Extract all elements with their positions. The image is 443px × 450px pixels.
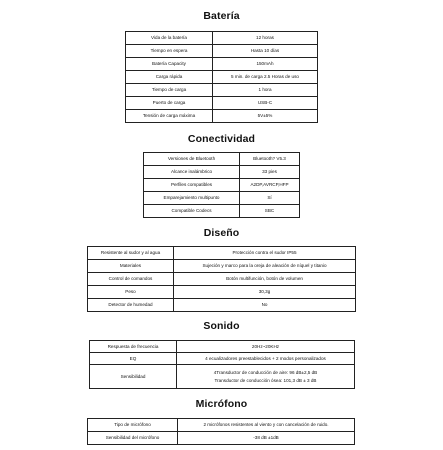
conectividad-title: Conectividad xyxy=(187,133,256,145)
spec-label: Detector de humedad xyxy=(88,299,174,312)
spec-label: Materiales xyxy=(88,260,174,273)
spec-value: 1 hora xyxy=(213,84,318,97)
spec-label: Vida de la batería xyxy=(126,32,213,45)
sonido-table xyxy=(89,340,355,389)
microfono-section xyxy=(0,398,443,411)
conectividad-section xyxy=(0,133,443,146)
spec-value: Botón multifunción, botón de volumen xyxy=(174,273,356,286)
bateria-table xyxy=(125,31,318,123)
spec-label: EQ xyxy=(90,353,177,365)
spec-label: Emparejamiento multipunto xyxy=(144,192,240,205)
spec-label: Compatible Codecs xyxy=(144,205,240,218)
spec-label: Carga rápida xyxy=(126,71,213,84)
table-row xyxy=(88,432,355,445)
table-row xyxy=(126,84,318,97)
spec-value: A2DP,AVRCP,HFP xyxy=(240,179,300,192)
table-row xyxy=(126,45,318,58)
table-row xyxy=(144,192,300,205)
sonido-section xyxy=(0,320,443,333)
sonido-title: Sonido xyxy=(203,320,240,332)
table-row xyxy=(88,260,356,273)
table-row xyxy=(126,97,318,110)
spec-value: 2 micrófonos resistentes al viento y con cancelación de ruido. xyxy=(178,419,355,432)
spec-value: Sujeción y marco para la oreja de aleación de níquel y titanio xyxy=(174,260,356,273)
table-row xyxy=(126,110,318,123)
table-row xyxy=(88,419,355,432)
table-row xyxy=(88,286,356,299)
spec-value: SBC xyxy=(240,205,300,218)
spec-value: USB-C xyxy=(213,97,318,110)
spec-label: Respuesta de frecuencia xyxy=(90,341,177,353)
spec-value: 5V±5% xyxy=(213,110,318,123)
spec-value: 5 min. de carga 2.5 Horas de uso xyxy=(213,71,318,84)
table-row xyxy=(144,166,300,179)
spec-value: 12 horas xyxy=(213,32,318,45)
sensitivity-air-line: 4Transductor de conducción de aire: 96 dB±2,5 dB xyxy=(213,369,318,375)
table-row xyxy=(90,341,355,353)
conectividad-table xyxy=(143,152,300,218)
spec-value: Protección contra el sudor IP55 xyxy=(174,247,356,260)
spec-value: 33 pies xyxy=(240,166,300,179)
spec-label: Tensión de carga máxima xyxy=(126,110,213,123)
bateria-title: Batería xyxy=(203,10,240,22)
microfono-title: Micrófono xyxy=(195,398,248,410)
table-row xyxy=(144,179,300,192)
spec-label: Perfiles compatibles xyxy=(144,179,240,192)
spec-label: Resistente al sudor y al agua xyxy=(88,247,174,260)
spec-value: Bluetooth? V5.3 xyxy=(240,153,300,166)
table-row xyxy=(88,247,356,260)
diseno-section xyxy=(0,227,443,240)
table-row xyxy=(126,71,318,84)
spec-label: Alcance inalámbrico xyxy=(144,166,240,179)
spec-label: Tiempo de carga xyxy=(126,84,213,97)
spec-label: Control de comandos xyxy=(88,273,174,286)
table-row xyxy=(126,32,318,45)
table-row xyxy=(144,153,300,166)
spec-value: Sí xyxy=(240,192,300,205)
spec-label: Peso xyxy=(88,286,174,299)
spec-value: Hasta 10 días xyxy=(213,45,318,58)
spec-label: Sensibilidad xyxy=(90,365,177,389)
table-row xyxy=(144,205,300,218)
table-row xyxy=(88,273,356,286)
microfono-table xyxy=(87,418,355,445)
spec-value: 150mAh xyxy=(213,58,318,71)
spec-label: Sensibilidad del micrófono xyxy=(88,432,178,445)
spec-value: 30,3g xyxy=(174,286,356,299)
spec-value xyxy=(177,365,355,389)
diseno-title: Diseño xyxy=(203,227,240,239)
table-row xyxy=(126,58,318,71)
diseno-table xyxy=(87,246,356,312)
sensitivity-bone-line: Transductor de conducción ósea: 101,3 dB ± 3 dB xyxy=(214,377,317,383)
spec-value: -38 dB ±1dB xyxy=(178,432,355,445)
table-row xyxy=(88,299,356,312)
spec-value: 4 ecualizadores preestablecidos + 2 modos personalizados xyxy=(177,353,355,365)
spec-label: Batería Capacity xyxy=(126,58,213,71)
spec-value: No xyxy=(174,299,356,312)
spec-value: 20Hz~20KHz xyxy=(177,341,355,353)
spec-label: Puerto de carga xyxy=(126,97,213,110)
table-row xyxy=(90,365,355,389)
table-row xyxy=(90,353,355,365)
spec-label: Tiempo en espera xyxy=(126,45,213,58)
spec-label: Versiones de Bluetooth xyxy=(144,153,240,166)
bateria-section xyxy=(0,10,443,23)
spec-label: Tipo de micrófono xyxy=(88,419,178,432)
